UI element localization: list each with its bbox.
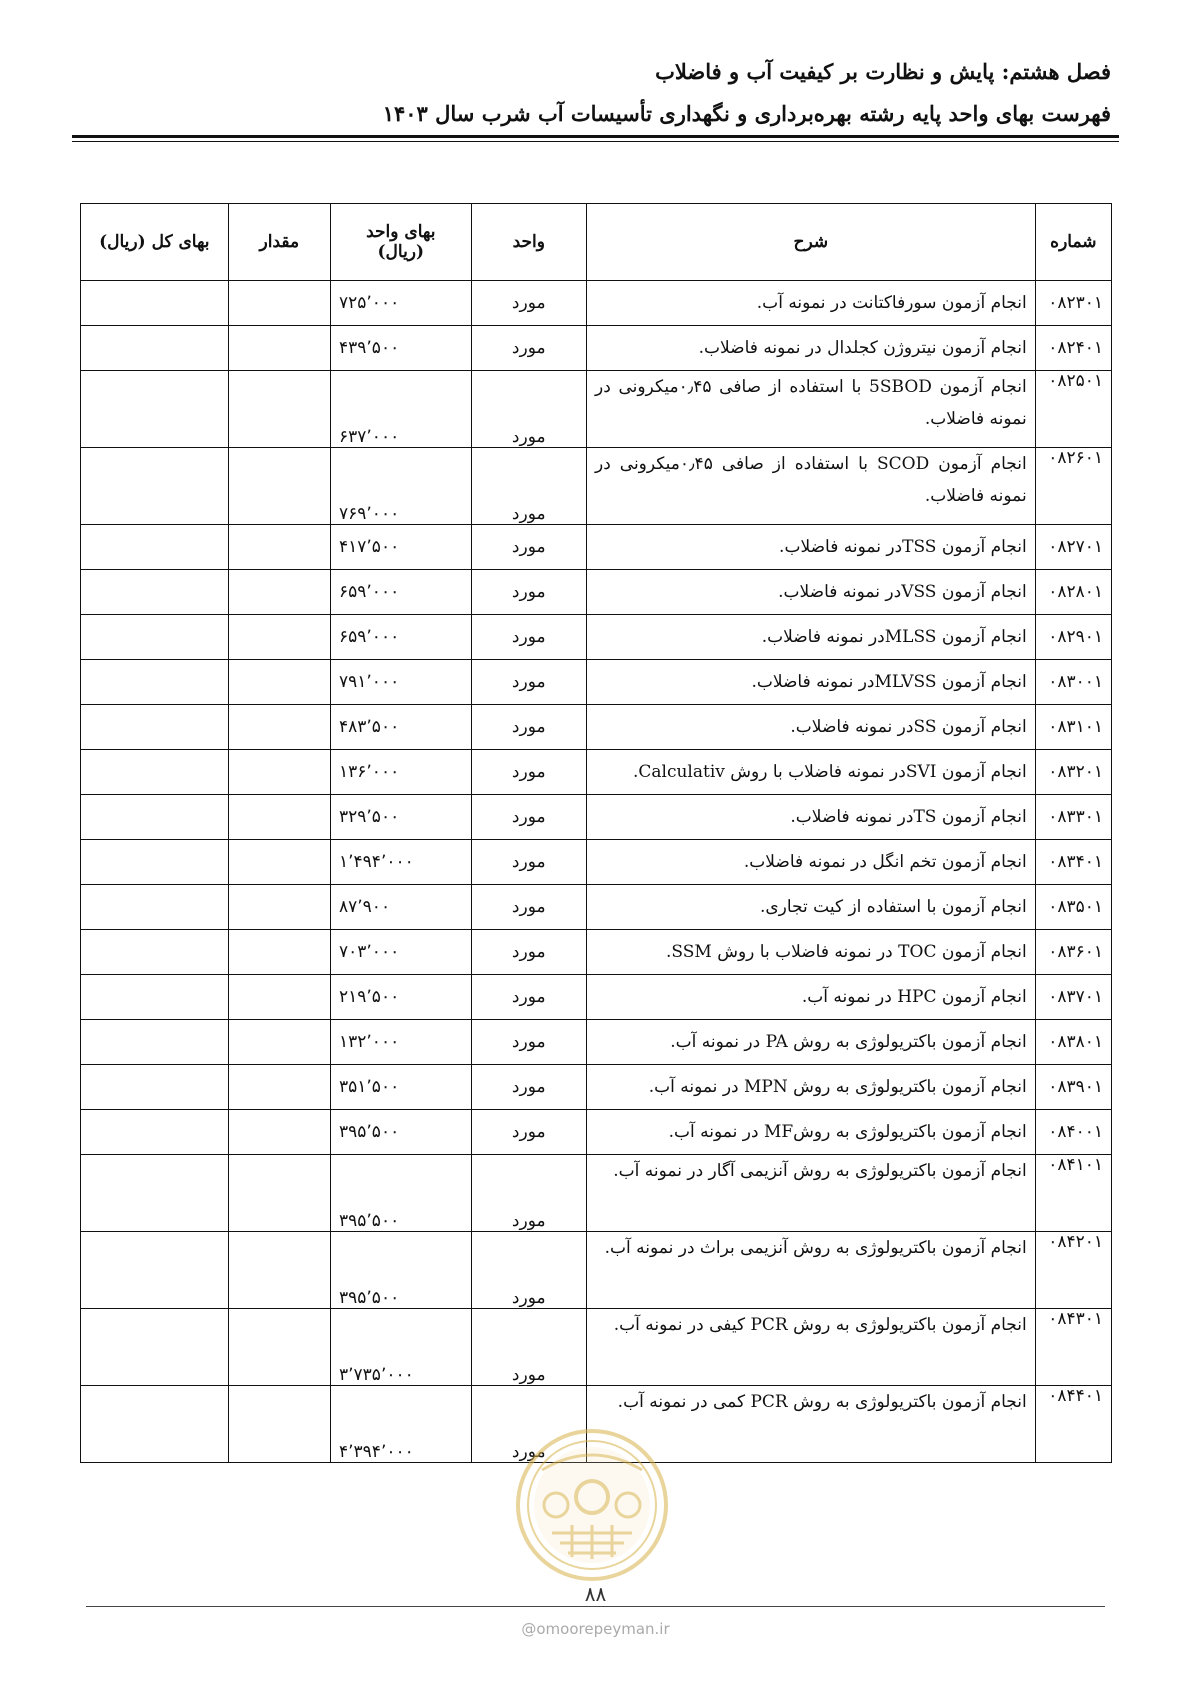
row-unit-price: ۶۳۷٬۰۰۰ [331, 371, 472, 448]
row-total [81, 615, 229, 660]
row-unit: مورد [471, 705, 586, 750]
row-total [81, 570, 229, 615]
row-total [81, 930, 229, 975]
row-number: ۰۸۳۶۰۱ [1035, 930, 1111, 975]
row-number: ۰۸۴۱۰۱ [1035, 1155, 1111, 1232]
footer-rule [86, 1606, 1105, 1607]
row-quantity [228, 615, 330, 660]
table-row [81, 371, 1112, 448]
table-row [81, 840, 1112, 885]
row-unit-price: ۴۳۹٬۵۰۰ [331, 326, 472, 371]
row-unit-price: ۳۲۹٬۵۰۰ [331, 795, 472, 840]
page-number: ۸۸ [584, 1582, 607, 1606]
row-description: انجام آزمون TOC در نمونه فاضلاب با روش SSM. [586, 930, 1035, 975]
row-unit-price: ۱۳۲٬۰۰۰ [331, 1020, 472, 1065]
table-row [81, 885, 1112, 930]
row-total [81, 975, 229, 1020]
row-quantity [228, 750, 330, 795]
row-unit: مورد [471, 660, 586, 705]
row-description: انجام آزمون تخم انگل در نمونه فاضلاب. [586, 840, 1035, 885]
row-description: انجام آزمون باکتریولوژی به روش MPN در نمونه آب. [586, 1065, 1035, 1110]
row-unit: مورد [471, 1155, 586, 1232]
row-quantity [228, 1110, 330, 1155]
row-description: انجام آزمون باکتریولوژی به روش PCR کیفی در نمونه آب. [586, 1309, 1035, 1386]
row-unit: مورد [471, 448, 586, 525]
row-unit: مورد [471, 975, 586, 1020]
row-unit-price: ۷۰۳٬۰۰۰ [331, 930, 472, 975]
row-quantity [228, 840, 330, 885]
row-description: انجام آزمون باکتریولوژی به روش PA در نمونه آب. [586, 1020, 1035, 1065]
row-total [81, 1309, 229, 1386]
row-description: انجام آزمون MLVSSدر نمونه فاضلاب. [586, 660, 1035, 705]
row-unit: مورد [471, 570, 586, 615]
table-row [81, 281, 1112, 326]
table-row [81, 975, 1112, 1020]
row-total [81, 1065, 229, 1110]
table-row [81, 570, 1112, 615]
row-unit-price: ۳۵۱٬۵۰۰ [331, 1065, 472, 1110]
row-number: ۰۸۳۹۰۱ [1035, 1065, 1111, 1110]
row-unit: مورد [471, 1232, 586, 1309]
table-row [81, 615, 1112, 660]
row-unit-price: ۳٬۷۳۵٬۰۰۰ [331, 1309, 472, 1386]
row-unit: مورد [471, 371, 586, 448]
table-row [81, 1110, 1112, 1155]
row-quantity [228, 326, 330, 371]
header-quantity: مقدار [228, 204, 330, 281]
row-number: ۰۸۳۵۰۱ [1035, 885, 1111, 930]
row-total [81, 525, 229, 570]
header-rule-thin [72, 141, 1119, 142]
row-number: ۰۸۲۵۰۱ [1035, 371, 1111, 448]
row-description: انجام آزمون 5SBOD با استفاده از صافی ۰٫۴۵میکرونی در نمونه فاضلاب. [586, 371, 1035, 448]
row-number: ۰۸۲۶۰۱ [1035, 448, 1111, 525]
row-number: ۰۸۲۸۰۱ [1035, 570, 1111, 615]
row-total [81, 326, 229, 371]
row-unit-price: ۷۶۹٬۰۰۰ [331, 448, 472, 525]
row-description: انجام آزمون MLSSدر نمونه فاضلاب. [586, 615, 1035, 660]
row-unit-price: ۷۹۱٬۰۰۰ [331, 660, 472, 705]
header-unit-price [331, 204, 472, 281]
row-quantity [228, 1232, 330, 1309]
table-header-row [81, 204, 1112, 281]
table-row [81, 750, 1112, 795]
row-quantity [228, 660, 330, 705]
row-description: انجام آزمون باکتریولوژی به روشMF در نمونه آب. [586, 1110, 1035, 1155]
row-total [81, 660, 229, 705]
row-unit: مورد [471, 1110, 586, 1155]
row-unit: مورد [471, 326, 586, 371]
row-description: انجام آزمون نیتروژن کجلدال در نمونه فاضلاب. [586, 326, 1035, 371]
row-number: ۰۸۳۳۰۱ [1035, 795, 1111, 840]
header-total: بهای کل (ریال) [81, 204, 229, 281]
row-total [81, 1232, 229, 1309]
table-row [81, 525, 1112, 570]
row-unit-price: ۳۹۵٬۵۰۰ [331, 1155, 472, 1232]
row-quantity [228, 371, 330, 448]
row-quantity [228, 281, 330, 326]
row-number: ۰۸۲۷۰۱ [1035, 525, 1111, 570]
row-quantity [228, 1309, 330, 1386]
row-number: ۰۸۳۰۰۱ [1035, 660, 1111, 705]
row-unit-price: ۴۱۷٬۵۰۰ [331, 525, 472, 570]
row-quantity [228, 1386, 330, 1463]
row-total [81, 1386, 229, 1463]
table-row [81, 1232, 1112, 1309]
row-quantity [228, 930, 330, 975]
row-unit-price: ۶۵۹٬۰۰۰ [331, 570, 472, 615]
row-unit-price: ۱۳۶٬۰۰۰ [331, 750, 472, 795]
row-description: انجام آزمون TSدر نمونه فاضلاب. [586, 795, 1035, 840]
row-total [81, 1110, 229, 1155]
header-unit-price-currency: (ریال) [377, 242, 425, 262]
row-unit: مورد [471, 1386, 586, 1463]
row-number: ۰۸۳۲۰۱ [1035, 750, 1111, 795]
row-unit: مورد [471, 615, 586, 660]
row-number: ۰۸۲۹۰۱ [1035, 615, 1111, 660]
row-unit-price: ۷۲۵٬۰۰۰ [331, 281, 472, 326]
row-quantity [228, 975, 330, 1020]
row-total [81, 1020, 229, 1065]
page-header [72, 56, 1111, 130]
row-unit-price: ۴٬۳۹۴٬۰۰۰ [331, 1386, 472, 1463]
row-description: انجام آزمون سورفاکتانت در نمونه آب. [586, 281, 1035, 326]
row-unit: مورد [471, 840, 586, 885]
row-quantity [228, 448, 330, 525]
row-description: انجام آزمون باکتریولوژی به روش PCR کمی در نمونه آب. [586, 1386, 1035, 1463]
row-description: انجام آزمون HPC در نمونه آب. [586, 975, 1035, 1020]
header-rule-thick [72, 135, 1119, 138]
row-unit-price: ۱٬۴۹۴٬۰۰۰ [331, 840, 472, 885]
row-number: ۰۸۳۴۰۱ [1035, 840, 1111, 885]
row-quantity [228, 570, 330, 615]
row-unit: مورد [471, 1065, 586, 1110]
row-number: ۰۸۴۲۰۱ [1035, 1232, 1111, 1309]
row-total [81, 448, 229, 525]
row-quantity [228, 705, 330, 750]
row-description: انجام آزمون SCOD با استفاده از صافی ۰٫۴۵میکرونی در نمونه فاضلاب. [586, 448, 1035, 525]
document-subtitle: فهرست بهای واحد پایه رشته بهره‌برداری و نگهداری تأسیسات آب شرب سال ۱۴۰۳ [382, 101, 1111, 126]
row-description: انجام آزمون TSSدر نمونه فاضلاب. [586, 525, 1035, 570]
row-number: ۰۸۴۴۰۱ [1035, 1386, 1111, 1463]
row-unit: مورد [471, 525, 586, 570]
table-row [81, 660, 1112, 705]
header-unit-price-label: بهای واحد [366, 222, 436, 242]
row-number: ۰۸۴۳۰۱ [1035, 1309, 1111, 1386]
row-description: انجام آزمون VSSدر نمونه فاضلاب. [586, 570, 1035, 615]
table-row [81, 795, 1112, 840]
row-unit-price: ۳۹۵٬۵۰۰ [331, 1110, 472, 1155]
row-unit: مورد [471, 281, 586, 326]
row-quantity [228, 1065, 330, 1110]
row-unit-price: ۶۵۹٬۰۰۰ [331, 615, 472, 660]
table-row [81, 1309, 1112, 1386]
row-quantity [228, 795, 330, 840]
seal-logo-icon [512, 1425, 672, 1585]
row-unit: مورد [471, 885, 586, 930]
row-description: انجام آزمون باکتریولوژی به روش آنزیمی براث در نمونه آب. [586, 1232, 1035, 1309]
row-quantity [228, 1155, 330, 1232]
row-number: ۰۸۲۴۰۱ [1035, 326, 1111, 371]
table-row [81, 448, 1112, 525]
row-total [81, 840, 229, 885]
row-total [81, 705, 229, 750]
row-description: انجام آزمون با استفاده از کیت تجاری. [586, 885, 1035, 930]
row-unit-price: ۴۸۳٬۵۰۰ [331, 705, 472, 750]
row-number: ۰۸۳۸۰۱ [1035, 1020, 1111, 1065]
row-unit: مورد [471, 750, 586, 795]
row-unit: مورد [471, 930, 586, 975]
row-quantity [228, 525, 330, 570]
row-unit: مورد [471, 1020, 586, 1065]
header-number: شماره [1035, 204, 1111, 281]
row-number: ۰۸۳۷۰۱ [1035, 975, 1111, 1020]
row-unit: مورد [471, 795, 586, 840]
row-description: انجام آزمون SVIدر نمونه فاضلاب با روش Calculativ. [586, 750, 1035, 795]
row-number: ۰۸۲۳۰۱ [1035, 281, 1111, 326]
table-row [81, 1065, 1112, 1110]
row-unit: مورد [471, 1309, 586, 1386]
row-total [81, 371, 229, 448]
header-unit: واحد [471, 204, 586, 281]
row-unit-price: ۲۱۹٬۵۰۰ [331, 975, 472, 1020]
table-row [81, 705, 1112, 750]
row-unit-price: ۳۹۵٬۵۰۰ [331, 1232, 472, 1309]
header-description: شرح [586, 204, 1035, 281]
row-description: انجام آزمون SSدر نمونه فاضلاب. [586, 705, 1035, 750]
row-quantity [228, 1020, 330, 1065]
row-description: انجام آزمون باکتریولوژی به روش آنزیمی آگار در نمونه آب. [586, 1155, 1035, 1232]
website-watermark: @omoorepeyman.ir [521, 1620, 670, 1638]
row-total [81, 885, 229, 930]
row-quantity [228, 885, 330, 930]
row-total [81, 795, 229, 840]
row-total [81, 1155, 229, 1232]
price-list-table [80, 203, 1112, 1463]
row-number: ۰۸۴۰۰۱ [1035, 1110, 1111, 1155]
row-number: ۰۸۳۱۰۱ [1035, 705, 1111, 750]
table-row [81, 1020, 1112, 1065]
table-row [81, 930, 1112, 975]
table-row [81, 326, 1112, 371]
row-unit-price: ۸۷٬۹۰۰ [331, 885, 472, 930]
row-total [81, 281, 229, 326]
chapter-title: فصل هشتم: پایش و نظارت بر کیفیت آب و فاضلاب [655, 59, 1111, 84]
table-row [81, 1155, 1112, 1232]
row-total [81, 750, 229, 795]
